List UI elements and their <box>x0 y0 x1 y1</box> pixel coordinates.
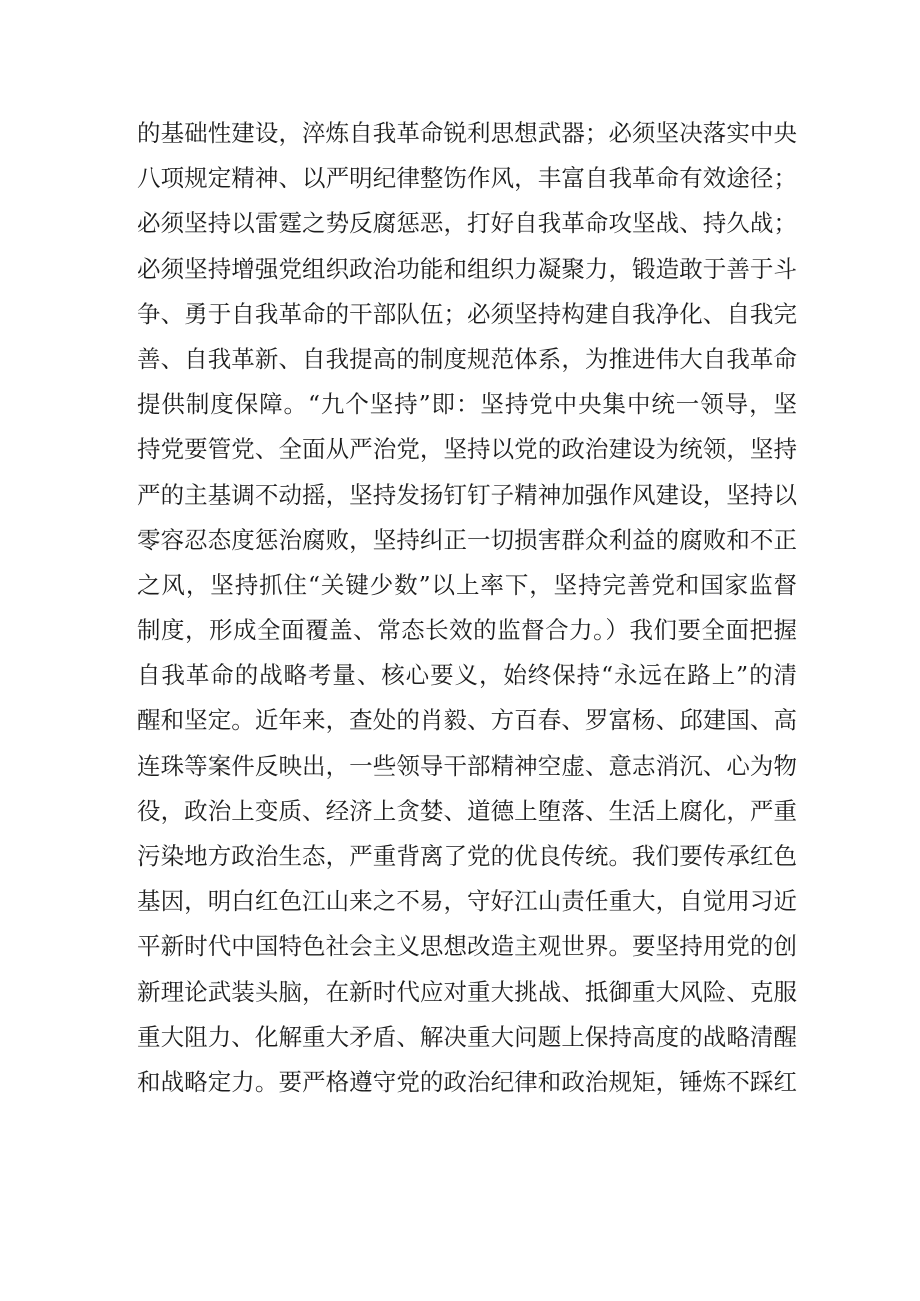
text-line: 和战略定力。要严格遵守党的政治纪律和政治规矩，锤炼不踩红 <box>137 1067 797 1096</box>
text-line: 基因，明白红色江山来之不易，守好江山责任重大，自觉用习近 <box>137 887 797 916</box>
text-line: 污染地方政治生态，严重背离了党的优良传统。我们要传承红色 <box>137 842 797 870</box>
text-line: 必须坚持增强党组织政治功能和组织力凝聚力，锻造敢于善于斗 <box>137 254 797 283</box>
text-line: 的基础性建设，淬炼自我革命锐利思想武器；必须坚决落实中央 <box>137 119 797 147</box>
text-line: 持党要管党、全面从严治党，坚持以党的政治建设为统领，坚持 <box>137 435 797 464</box>
text-line: 之风，坚持抓住“关键少数”以上率下，坚持完善党和国家监督 <box>137 570 797 599</box>
text-line: 争、勇于自我革命的干部队伍；必须坚持构建自我净化、自我完 <box>137 299 797 328</box>
text-line: 新理论武装头脑，在新时代应对重大挑战、抵御重大风险、克服 <box>137 977 797 1006</box>
text-line: 制度，形成全面覆盖、常态长效的监督合力。）我们要全面把握 <box>137 616 797 645</box>
text-line: 役，政治上变质、经济上贪婪、道德上堕落、生活上腐化，严重 <box>137 796 797 825</box>
text-line: 重大阻力、化解重大矛盾、解决重大问题上保持高度的战略清醒 <box>137 1022 797 1051</box>
text-line: 平新时代中国特色社会主义思想改造主观世界。要坚持用党的创 <box>137 932 797 961</box>
body-text <box>137 111 797 1105</box>
text-line: 提供制度保障。“九个坚持”即：坚持党中央集中统一领导，坚 <box>137 390 797 419</box>
text-line: 自我革命的战略考量、核心要义，始终保持“永远在路上”的清 <box>137 661 797 690</box>
text-line: 严的主基调不动摇，坚持发扬钉钉子精神加强作风建设，坚持以 <box>137 480 797 509</box>
text-line: 零容忍态度惩治腐败，坚持纠正一切损害群众利益的腐败和不正 <box>137 525 797 554</box>
text-line: 连珠等案件反映出，一些领导干部精神空虚、意志消沉、心为物 <box>137 751 797 780</box>
text-line: 醒和坚定。近年来，查处的肖毅、方百春、罗富杨、邱建国、高 <box>137 706 797 735</box>
text-line: 必须坚持以雷霆之势反腐惩恶，打好自我革命攻坚战、持久战； <box>137 209 797 238</box>
text-line: 八项规定精神、以严明纪律整饬作风，丰富自我革命有效途径； <box>137 164 797 193</box>
text-line: 善、自我革新、自我提高的制度规范体系，为推进伟大自我革命 <box>137 344 797 373</box>
